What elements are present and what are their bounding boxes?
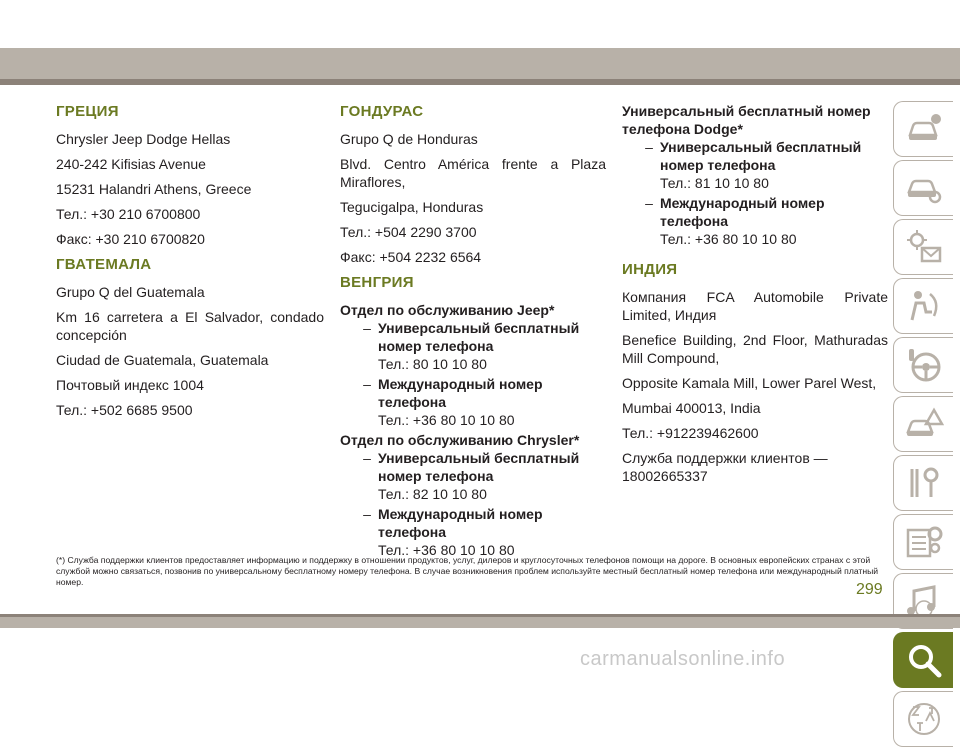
greece-line: 240-242 Kifisias Avenue: [56, 156, 206, 172]
free-number-label: Универсальный бесплатный номер телефона: [660, 139, 862, 173]
tab-alphabetical-index[interactable]: [893, 691, 953, 747]
greece-line: 15231 Halandri Athens, Greece: [56, 181, 252, 197]
header-band-stripe: [0, 79, 960, 85]
guatemala-line: Km 16 carretera a El Salvador, condado concepción: [56, 309, 324, 343]
india-line: Benefice Building, 2nd Floor, Mathuradas Mill Compound,: [622, 332, 888, 366]
dash-bullet: –: [363, 376, 371, 392]
honduras-line: Факс: +504 2232 6564: [340, 249, 482, 265]
column-2: [340, 98, 606, 561]
tab-dashboard-lights[interactable]: [893, 219, 953, 275]
tab-search-help[interactable]: [893, 632, 953, 688]
dodge-phone-list: [638, 138, 888, 248]
heading-guatemala: ГВАТЕМАЛА: [56, 256, 152, 273]
intl-number-label: Международный номер телефона: [660, 195, 825, 229]
car-keys-icon: [904, 168, 944, 208]
tab-specifications[interactable]: [893, 514, 953, 570]
footer-band-stripe: [0, 614, 960, 617]
hazard-breakdown-icon: [904, 404, 944, 444]
india-line: Opposite Kamala Mill, Lower Parel West,: [622, 375, 877, 391]
greece-line: Факс: +30 210 6700820: [56, 231, 205, 247]
phone-number: Тел.: +36 80 10 10 80: [660, 231, 797, 247]
greece-line: Тел.: +30 210 6700800: [56, 206, 201, 222]
dash-bullet: –: [645, 195, 653, 211]
dash-bullet: –: [363, 320, 371, 336]
dash-bullet: –: [645, 139, 653, 155]
phone-number: Тел.: 82 10 10 80: [378, 486, 487, 502]
india-line: Служба поддержки клиентов — 18002665337: [622, 450, 828, 484]
honduras-line: Тел.: +504 2290 3700: [340, 224, 477, 240]
guatemala-line: Ciudad de Guatemala, Guatemala: [56, 352, 269, 368]
honduras-line: Blvd. Centro América frente a Plaza Miraflores,: [340, 156, 606, 190]
dashboard-lights-icon: [904, 227, 944, 267]
column-1: [56, 98, 324, 426]
chrysler-phone-list: [356, 449, 606, 559]
steering-wheel-icon: [904, 345, 944, 385]
tab-service-tools[interactable]: [893, 455, 953, 511]
guatemala-line: Grupo Q del Guatemala: [56, 284, 205, 300]
column-3: [622, 98, 888, 492]
airbag-safety-icon: [904, 286, 944, 326]
tab-car-info[interactable]: [893, 101, 953, 157]
dodge-service-title: Универсальный бесплатный номер телефона Dodge*: [622, 103, 871, 137]
phone-number: Тел.: 81 10 10 80: [660, 175, 769, 191]
tab-car-keys[interactable]: [893, 160, 953, 216]
car-info-icon: [904, 109, 944, 149]
footer-band: [0, 614, 960, 628]
phone-number: Тел.: +36 80 10 10 80: [378, 412, 515, 428]
service-tools-icon: [904, 463, 944, 503]
chapter-tabs: [893, 101, 955, 750]
page-number: 299: [856, 581, 883, 598]
honduras-line: Tegucigalpa, Honduras: [340, 199, 484, 215]
intl-number-label: Международный номер телефона: [378, 506, 543, 540]
jeep-phone-list: [356, 319, 606, 429]
header-band: [0, 48, 960, 81]
india-line: Тел.: +912239462600: [622, 425, 759, 441]
heading-greece: ГРЕЦИЯ: [56, 103, 119, 120]
tab-steering-wheel[interactable]: [893, 337, 953, 393]
free-number-label: Универсальный бесплатный номер телефона: [378, 450, 580, 484]
chrysler-service-title: Отдел по обслуживанию Chrysler*: [340, 432, 580, 448]
greece-line: Chrysler Jeep Dodge Hellas: [56, 131, 231, 147]
india-line: Mumbai 400013, India: [622, 400, 761, 416]
heading-hungary: ВЕНГРИЯ: [340, 274, 414, 291]
heading-india: ИНДИЯ: [622, 261, 678, 278]
dash-bullet: –: [363, 450, 371, 466]
heading-honduras: ГОНДУРАС: [340, 103, 424, 120]
india-line: Компания FCA Automobile Private Limited, Индия: [622, 289, 888, 323]
watermark: carmanualsonline.info: [580, 648, 786, 670]
dash-bullet: –: [363, 506, 371, 522]
free-number-label: Универсальный бесплатный номер телефона: [378, 320, 580, 354]
alphabetical-index-icon: [904, 699, 944, 739]
tab-airbag-safety[interactable]: [893, 278, 953, 334]
honduras-line: Grupo Q de Honduras: [340, 131, 478, 147]
phone-number: Тел.: 80 10 10 80: [378, 356, 487, 372]
guatemala-line: Тел.: +502 6685 9500: [56, 402, 193, 418]
jeep-service-title: Отдел по обслуживанию Jeep*: [340, 302, 555, 318]
specifications-icon: [904, 522, 944, 562]
intl-number-label: Международный номер телефона: [378, 376, 543, 410]
footnote: (*) Служба поддержки клиентов предоставляет информацию и поддержку в отношении продуктов, услуг, дилеров и круглосуточных телефонов помощи на дороге. В основных европейских странах с этой службой можно связаться, позвонив по универсальному бесплатному номеру телефона. В случае возникновения проблем используйте местный бесплатный номер телефона или международный платный номер.: [56, 555, 879, 587]
search-help-icon: [904, 640, 944, 680]
guatemala-line: Почтовый индекс 1004: [56, 377, 204, 393]
tab-hazard-breakdown[interactable]: [893, 396, 953, 452]
phone-number: Тел.: +36 80 10 10 80: [378, 542, 515, 558]
